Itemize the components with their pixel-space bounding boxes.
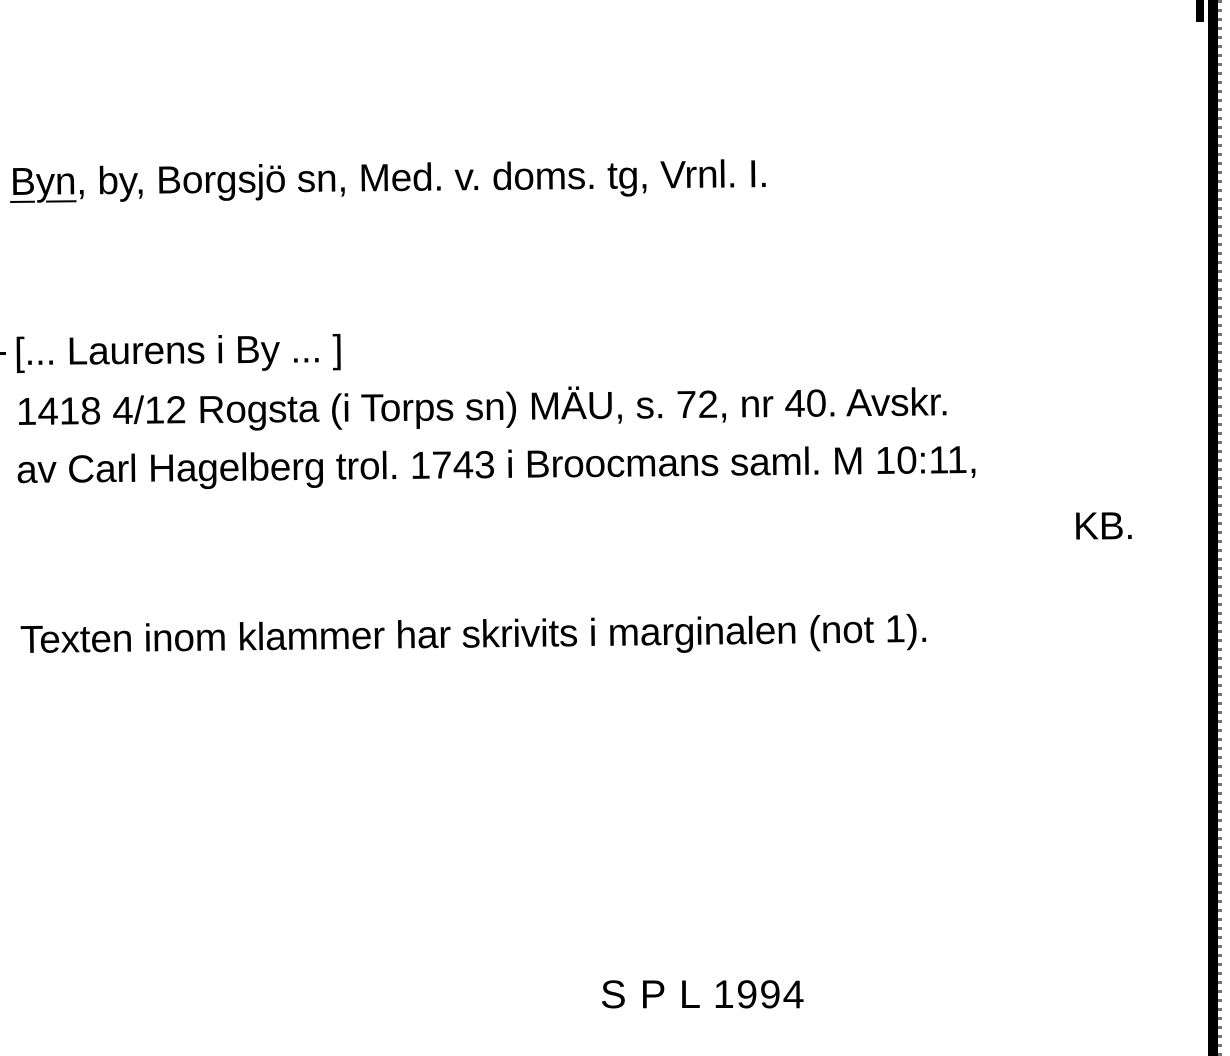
card-header [10, 152, 769, 206]
source-line-1: 1418 4/12 Rogsta (i Torps sn) MÄU, s. 72, nr 40. Avskr. [15, 381, 950, 434]
footnote: Texten inom klammer har skrivits i marginalen (not 1). [19, 607, 930, 662]
card-edge-fringe [1218, 0, 1222, 1056]
header-description: , by, Borgsjö sn, Med. v. doms. tg, Vrnl. I. [76, 153, 770, 204]
source-line-2: av Carl Hagelberg trol. 1743 i Broocmans saml. M 10:11, [15, 438, 979, 492]
source-line-3: KB. [1072, 505, 1136, 549]
scan-corner-mark [1196, 0, 1204, 22]
margin-mark [0, 352, 6, 355]
card-edge-border [1208, 0, 1218, 1056]
headword: Byn [9, 160, 77, 204]
signature: S P L 1994 [600, 973, 806, 1017]
quoted-text: [... Laurens i By ... ] [13, 328, 344, 374]
